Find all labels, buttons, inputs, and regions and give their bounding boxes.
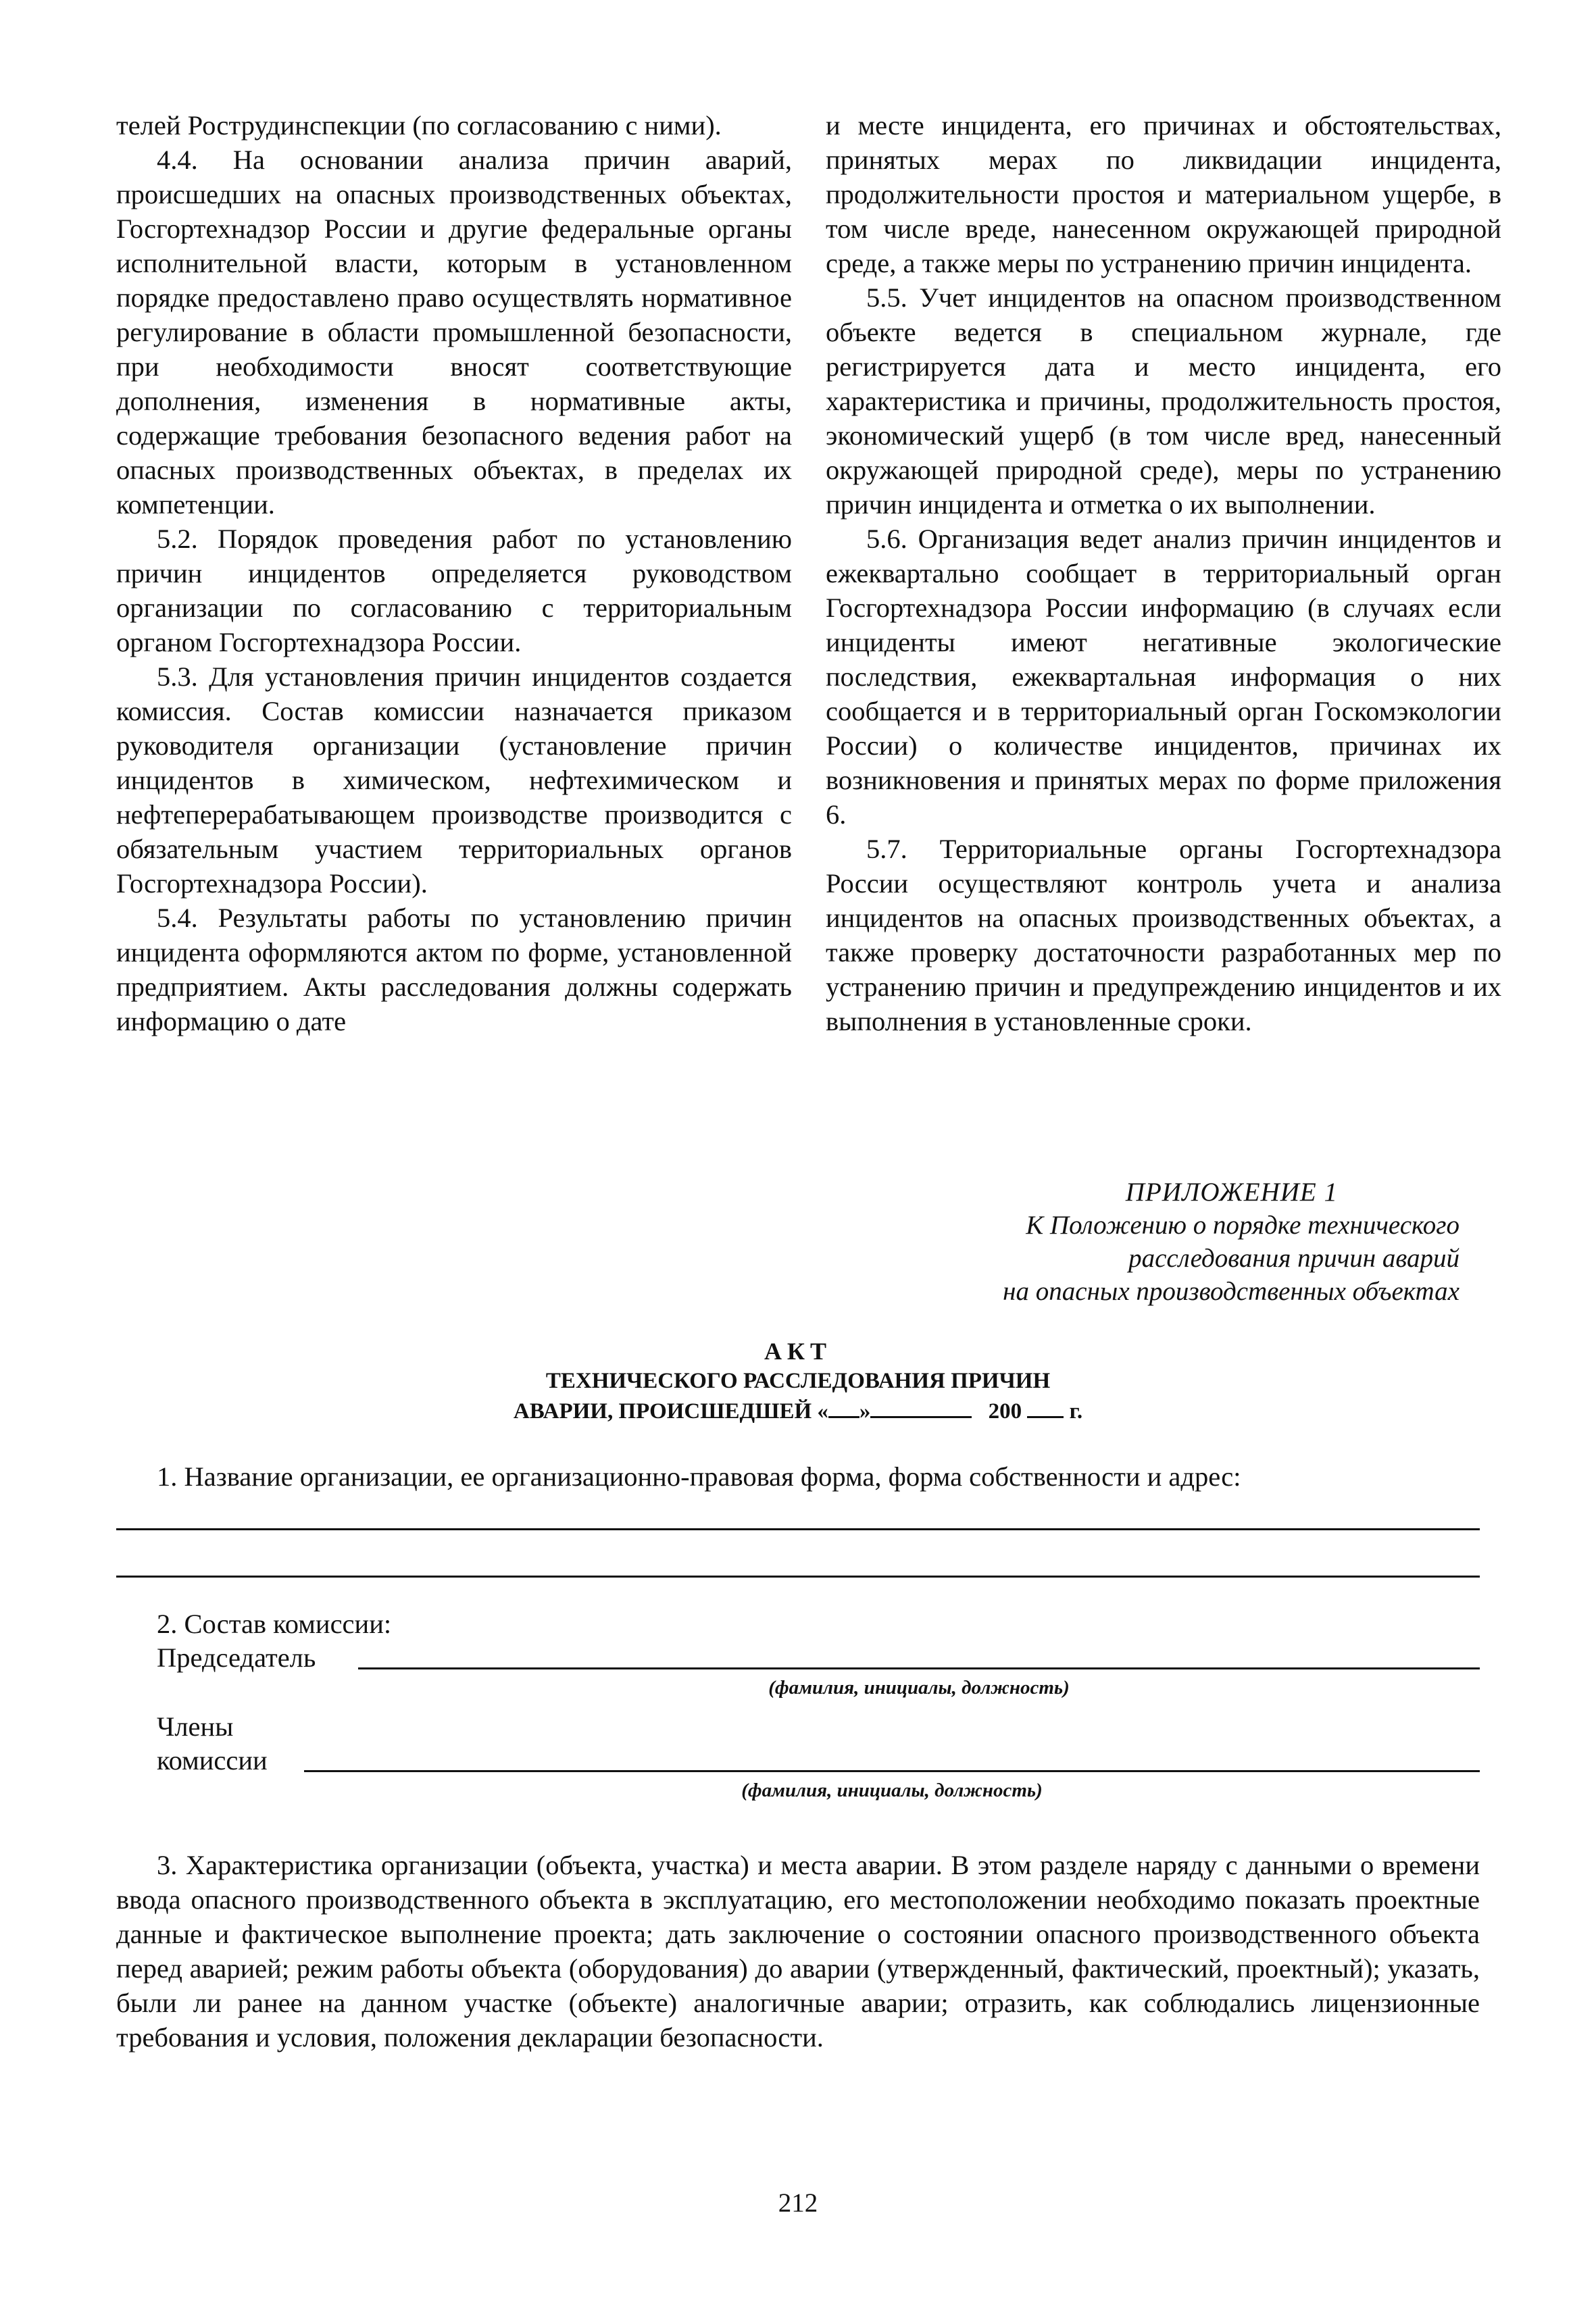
paragraph-5-5: 5.5. Учет инцидентов на опасном производственном объекте ведется в специальном журнале, где регистрируется дата и место инцидента, его характеристика и причины, продолжительность простоя, экономический ущерб (в том числе вред, нанесенный окружающей природной среде), меры по устранению причин инцидента и отметка о их выполнении. xyxy=(826,282,1501,520)
members-label-1: Члены xyxy=(157,1711,234,1742)
akt-heading xyxy=(0,1336,1596,1367)
section-2-heading: 2. Состав комиссии: xyxy=(157,1609,392,1639)
year-blank[interactable] xyxy=(1027,1396,1064,1418)
paragraph-5-2: 5.2. Порядок проведения работ по установлению причин инцидентов определяется руководством организации по согласованию с территориальным органом Госгортехнадзора России. xyxy=(116,524,792,657)
section-1-fill-line-2[interactable] xyxy=(116,1576,1480,1578)
akt-year-suffix: г. xyxy=(1069,1399,1083,1424)
paragraph-5-7: 5.7. Территориальные органы Госгортехнадзора России осуществляют контроль учета и анализа инцидентов на опасных производственных объектах, а также проверку достаточности разработанных мер по устранению причин и предупреждению инцидентов и их выполнения в установленные сроки. xyxy=(826,834,1501,1036)
appendix-title: ПРИЛОЖЕНИЕ 1 xyxy=(1125,1178,1338,1207)
members-note: (фамилия, инициалы, должность) xyxy=(741,1780,1043,1801)
appendix-line-3: на опасных производственных объектах xyxy=(1003,1277,1460,1306)
left-column xyxy=(116,108,792,1038)
section-3-text: 3. Характеристика организации (объекта, участка) и места аварии. В этом разделе наряду с данными о времени ввода опасного производственного объекта в эксплуатацию, его местоположении необходимо показать проектные данные и фактическое выполнение проекта; дать заключение о состоянии опасного производственного объекта перед аварией; режим работы объекта (оборудования) до аварии (утвержденный, фактический, проектный); указать, были ли ранее на данном участке (объекте) аналогичные аварии; отразить, как соблюдались лицензионные требования и условия, положения декларации безопасности. xyxy=(116,1850,1480,2053)
members-label-2: комиссии xyxy=(157,1745,268,1776)
akt-date-prefix: АВАРИИ, ПРОИСШЕДШЕЙ « xyxy=(513,1399,828,1424)
akt-subtitle: ТЕХНИЧЕСКОГО РАССЛЕДОВАНИЯ ПРИЧИН xyxy=(545,1369,1051,1393)
paragraph-continued-right: и месте инцидента, его причинах и обстоятельствах, принятых мерах по ликвидации инцидента, продолжительности простоя и материальном ущербе, в том числе вреде, нанесенном окружающей природной среде, а также меры по устранению причин инцидента. xyxy=(826,110,1501,278)
day-blank[interactable] xyxy=(828,1396,859,1418)
page-number: 212 xyxy=(778,2188,818,2217)
akt-title: АКТ xyxy=(764,1338,832,1365)
paragraph-5-3: 5.3. Для установления причин инцидентов создается комиссия. Состав комиссии назначается приказом руководителя организации (установление причин инцидентов в химическом, нефтехимическом и нефтеперерабатывающем производстве производится с обязательным участием территориальных органов Госгортехнадзора России). xyxy=(116,661,792,899)
paragraph-continued: телей Рострудинспекции (по согласованию с ними). xyxy=(116,110,722,141)
appendix-line-1: К Положению о порядке технического xyxy=(1026,1211,1460,1240)
akt-year: 200 xyxy=(988,1399,1022,1424)
section-1-text: 1. Название организации, ее организационно-правовая форма, форма собственности и адрес: xyxy=(157,1461,1241,1492)
chairman-fill-line[interactable] xyxy=(358,1667,1480,1669)
members-fill-line[interactable] xyxy=(304,1770,1480,1772)
right-column xyxy=(826,108,1501,1038)
section-1-fill-line-1[interactable] xyxy=(116,1528,1480,1530)
appendix-header xyxy=(784,1176,1460,1308)
paragraph-5-4: 5.4. Результаты работы по установлению причин инцидента оформляются актом по форме, установленной предприятием. Акты расследования должны содержать информацию о дате xyxy=(116,903,792,1036)
chairman-label: Председатель xyxy=(157,1642,316,1673)
month-blank[interactable] xyxy=(870,1396,972,1418)
appendix-line-2: расследования причин аварий xyxy=(1128,1244,1460,1273)
akt-date-line xyxy=(0,1396,1596,1426)
akt-quote-close: » xyxy=(859,1399,871,1424)
paragraph-4-4: 4.4. На основании анализа причин аварий, происшедших на опасных производственных объектах, Госгортехнадзор России и другие федеральные органы исполнительной власти, которым в установленном порядке предоставлено право осуществлять нормативное регулирование в области промышленной безопасности, при необходимости вносят соответствующие дополнения, изменения в нормативные акты, содержащие требования безопасного ведения работ на опасных производственных объектах, в пределах их компетенции. xyxy=(116,145,792,520)
paragraph-5-6: 5.6. Организация ведет анализ причин инцидентов и ежеквартально сообщает в территориальный орган Госгортехнадзора России информацию (в случаях если инциденты имеют негативные экологические последствия, ежеквартальная информация о них сообщается и в территориальный орган Госкомэкологии России) о количестве инцидентов, причинах их возникновения и принятых мерах по форме приложения 6. xyxy=(826,524,1501,830)
chairman-note: (фамилия, инициалы, должность) xyxy=(768,1677,1070,1699)
